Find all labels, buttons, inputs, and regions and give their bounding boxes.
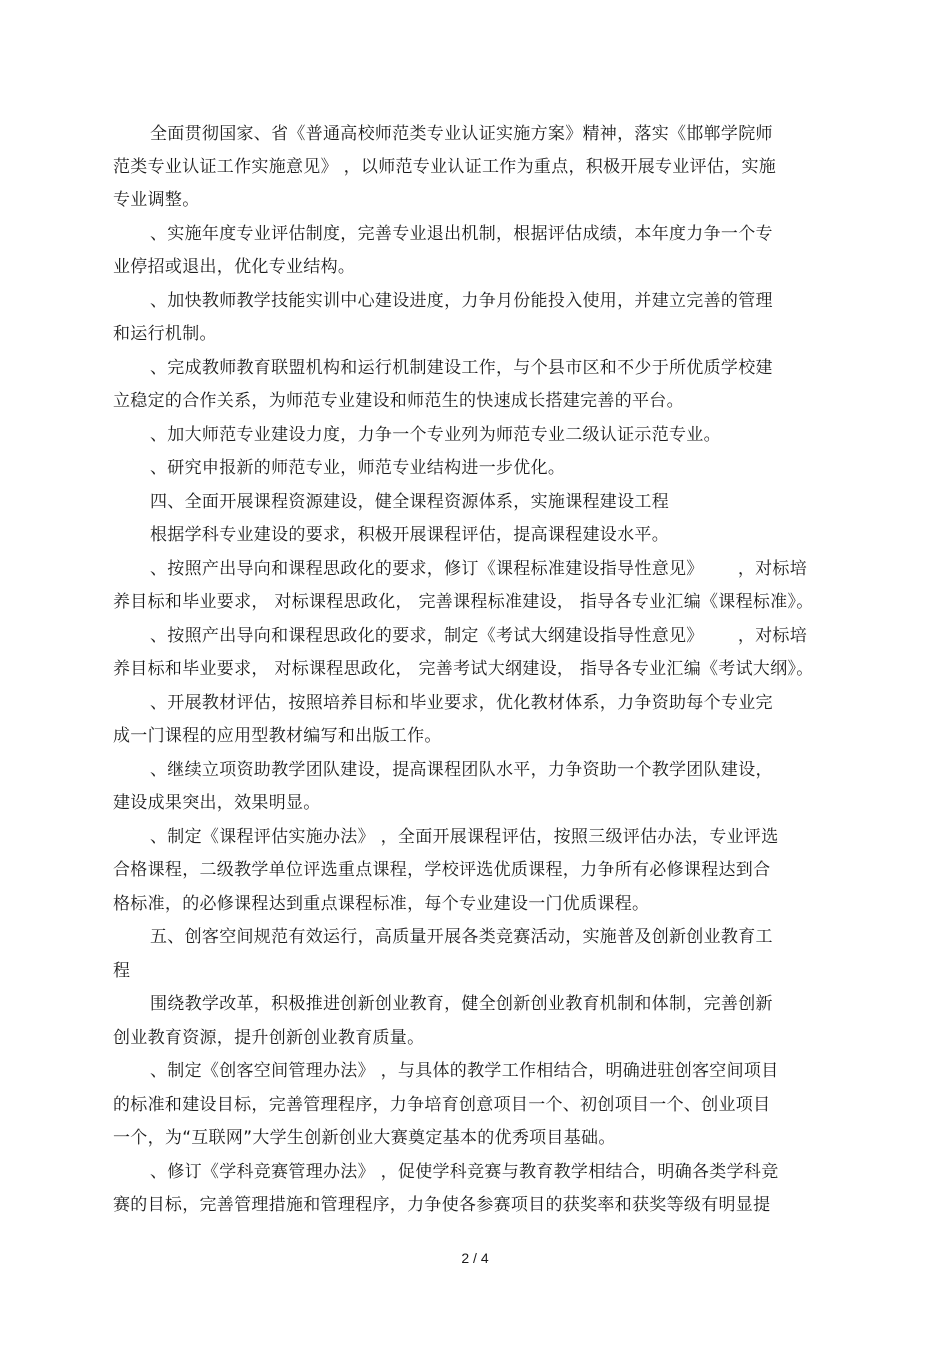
paragraph-line: 、完成教师教育联盟机构和运行机制建设工作，与个县市区和不少于所优质学校建 — [150, 358, 773, 378]
section-heading: 四、全面开展课程资源建设，健全课程资源体系，实施课程建设工程 — [150, 492, 669, 512]
paragraph-line: 专业调整。 — [113, 190, 200, 210]
paragraph-line: 、加大师范专业建设力度，力争一个专业列为师范专业二级认证示范专业。 — [150, 425, 721, 445]
paragraph-line: 格标准，的必修课程达到重点课程标准，每个专业建设一门优质课程。 — [113, 894, 650, 914]
paragraph-line: 建设成果突出，效果明显。 — [113, 793, 321, 813]
paragraph-line: 、开展教材评估，按照培养目标和毕业要求，优化教材体系，力争资助每个专业完 — [150, 693, 773, 713]
section-heading: 程 — [113, 961, 131, 981]
paragraph-line: 立稳定的合作关系，为师范专业建设和师范生的快速成长搭建完善的平台。 — [113, 391, 684, 411]
paragraph-line: 、修订《学科竞赛管理办法》 ，促使学科竞赛与教育教学相结合，明确各类学科竞 — [150, 1162, 779, 1182]
paragraph-line: 范类专业认证工作实施意见》 ，以师范专业认证工作为重点，积极开展专业评估，实施 — [113, 157, 777, 177]
paragraph-line: 的标准和建设目标，完善管理程序，力争培育创意项目一个、初创项目一个、创业项目 — [113, 1095, 771, 1115]
paragraph-line: 一个，为“互联网”大学生创新创业大赛奠定基本的优秀项目基础。 — [113, 1128, 616, 1148]
paragraph-line: 业停招或退出，优化专业结构。 — [113, 257, 356, 277]
paragraph-line: 和运行机制。 — [113, 324, 217, 344]
paragraph-line: 赛的目标，完善管理措施和管理程序，力争使各参赛项目的获奖率和获奖等级有明显提 — [113, 1195, 771, 1215]
paragraph-line: 合格课程，二级教学单位评选重点课程，学校评选优质课程，力争所有必修课程达到合 — [113, 860, 771, 880]
paragraph-line: 养目标和毕业要求， 对标课程思政化， 完善考试大纲建设， 指导各专业汇编《考试大纲》。 — [113, 659, 814, 679]
paragraph-line: 、按照产出导向和课程思政化的要求，修订《课程标准建设指导性意见》 ，对标培 — [150, 559, 808, 579]
paragraph-line: 成一门课程的应用型教材编写和出版工作。 — [113, 726, 442, 746]
paragraph-line: 创业教育资源，提升创新创业教育质量。 — [113, 1028, 425, 1048]
paragraph-line: 根据学科专业建设的要求，积极开展课程评估，提高课程建设水平。 — [150, 525, 669, 545]
paragraph-line: 养目标和毕业要求， 对标课程思政化， 完善课程标准建设， 指导各专业汇编《课程标准》。 — [113, 592, 814, 612]
paragraph-line: 、研究申报新的师范专业，师范专业结构进一步优化。 — [150, 458, 566, 478]
paragraph-line: 、实施年度专业评估制度，完善专业退出机制，根据评估成绩，本年度力争一个专 — [150, 224, 773, 244]
paragraph-line: 、制定《课程评估实施办法》 ，全面开展课程评估，按照三级评估办法，专业评选 — [150, 827, 779, 847]
paragraph-line: 、制定《创客空间管理办法》 ，与具体的教学工作相结合，明确进驻创客空间项目 — [150, 1061, 779, 1081]
paragraph-line: 、按照产出导向和课程思政化的要求，制定《考试大纲建设指导性意见》 ，对标培 — [150, 626, 808, 646]
paragraph-line: 、继续立项资助教学团队建设，提高课程团队水平，力争资助一个教学团队建设， — [150, 760, 773, 780]
page-number: 2 / 4 — [461, 1250, 489, 1266]
section-heading: 五、创客空间规范有效运行，高质量开展各类竞赛活动，实施普及创新创业教育工 — [150, 927, 773, 947]
paragraph-line: 全面贯彻国家、省《普通高校师范类专业认证实施方案》精神，落实《邯郸学院师 — [150, 124, 773, 144]
paragraph-line: 围绕教学改革，积极推进创新创业教育，健全创新创业教育机制和体制，完善创新 — [150, 994, 773, 1014]
paragraph-line: 、加快教师教学技能实训中心建设进度，力争月份能投入使用，并建立完善的管理 — [150, 291, 773, 311]
